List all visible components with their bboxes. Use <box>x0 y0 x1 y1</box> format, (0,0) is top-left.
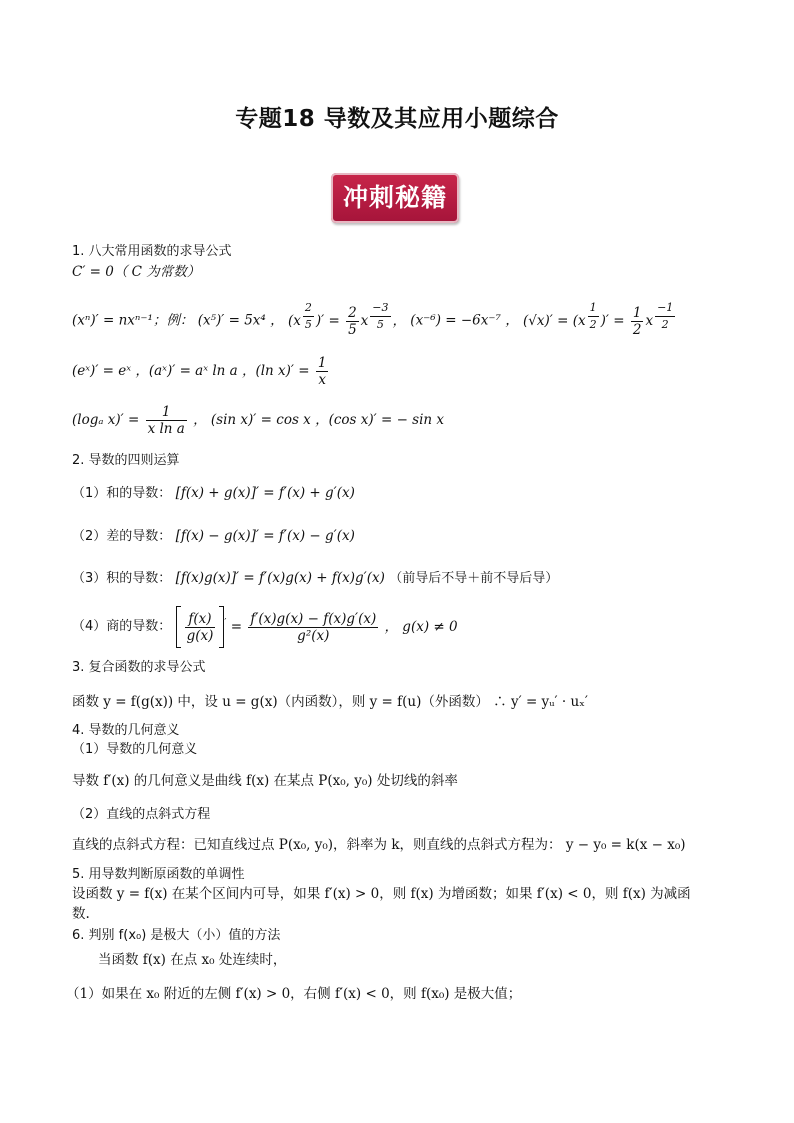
point-slope-form: 直线的点斜式方程：已知直线过点 P(x₀, y₀)，斜率为 k，则直线的点斜式方程为： y − y₀ = k(x − x₀) <box>72 837 686 853</box>
section-2-heading: 2. 导数的四则运算 <box>72 453 180 468</box>
power-example-1: (x⁵)′ = 5x⁴ ， <box>197 312 284 329</box>
section-4-sub-2: （2）直线的点斜式方程 <box>72 807 211 822</box>
power-example-4: (√x)′ = (x $^{\frac{1}{2}}$ )′ = $\frac{1}{2}$ x $^{\frac{-1}{2}}$ <box>523 301 674 338</box>
sum-rule: （1）和的导数： [f(x) + g(x)]′ = f′(x) + g′(x) <box>72 485 355 501</box>
exp-log-rules: (eˣ)′ = eˣ ，(aˣ)′ = aˣ ln a ，(ln x)′ = $\frac{1}{x}$ <box>72 355 327 388</box>
section-4-heading: 4. 导数的几何意义 <box>72 723 180 738</box>
quotient-rule: （4）商的导数： $\frac{f(x)}{g(x)}$ ′ = $\frac{f'(x)g(x) - f(x)g'(x)}{\text{g²(x)}}$ ， g(x) ≠ 0 <box>72 606 458 648</box>
power-rule-lead: (xⁿ)′ = nxⁿ⁻¹；例： <box>72 312 194 329</box>
product-rule: （3）积的导数： [f(x)g(x)]′ = f′(x)g(x) + f(x)g′(x) （前导后不导＋前不导后导） <box>72 570 559 586</box>
geometric-meaning: 导数 f′(x) 的几何意义是曲线 f(x) 在某点 P(x₀, y₀) 处切线的斜率 <box>72 773 458 789</box>
power-example-2: (x $^{\frac{2}{5}}$ )′ = $\frac{2}{5}$ x $^{\frac{-3}{5}}$ ， <box>287 301 406 338</box>
section-4-sub-1: （1）导数的几何意义 <box>72 742 198 757</box>
section-6-heading: 6. 判别 f(x₀) 是极大（小）值的方法 <box>72 928 281 943</box>
monotonicity-text: 设函数 y = f(x) 在某个区间内可导，如果 f′(x) > 0，则 f(x) 为增函数；如果 f′(x) < 0，则 f(x) 为减函 <box>72 886 691 902</box>
section-1-heading: 1. 八大常用函数的求导公式 <box>72 244 232 259</box>
extremum-rule-1: （1）如果在 x₀ 附近的左侧 f′(x) > 0，右侧 f′(x) < 0，则 f(x₀) 是极大值； <box>66 986 522 1002</box>
section-badge: 冲刺秘籍 <box>331 173 459 223</box>
extremum-condition: 当函数 f(x) 在点 x₀ 处连续时， <box>98 952 287 968</box>
power-example-3: (x⁻⁶) = −6x⁻⁷ ， <box>410 312 519 329</box>
monotonicity-text-end: 数. <box>72 906 90 922</box>
chain-rule: 函数 y = f(g(x)) 中，设 u = g(x)（内函数），则 y = f(u)（外函数） ∴ y′ = yᵤ′ · uₓ′ <box>72 694 588 710</box>
difference-rule: （2）差的导数： [f(x) − g(x)]′ = f′(x) − g′(x) <box>72 528 355 544</box>
power-rule <box>72 300 677 338</box>
page-title: 专题18 导数及其应用小题综合 <box>235 106 559 132</box>
const-rule: C′ = 0（ C 为常数） <box>72 264 201 280</box>
section-5-heading: 5. 用导数判断原函数的单调性 <box>72 867 245 882</box>
section-3-heading: 3. 复合函数的求导公式 <box>72 660 206 675</box>
loga-trig-rules: (logₐ x)′ = $\frac{1}{\text{x ln a}}$ ， (sin x)′ = cos x ，(cos x)′ = − sin x <box>72 404 445 437</box>
